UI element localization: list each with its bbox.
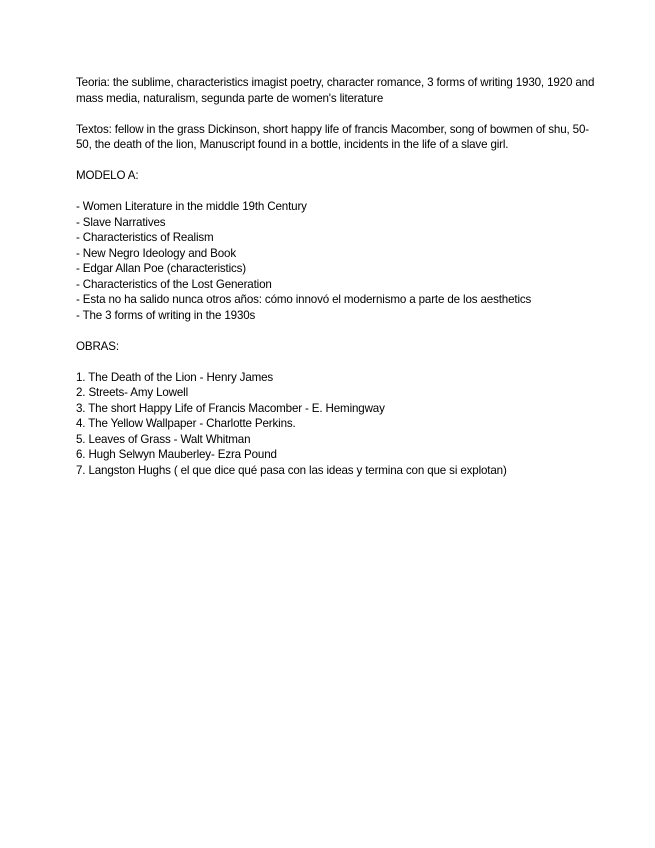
textos-paragraph: Textos: fellow in the grass Dickinson, short happy life of francis Macomber, song of bowmen of shu, 50-50, the death of the lion, Manuscript found in a bottle, incidents in the life of a slave girl.: [76, 122, 589, 151]
teoria-paragraph: Teoria: the sublime, characteristics imagist poetry, character romance, 3 forms of writing 1930, 1920 and mass media, naturalism, segunda parte de women's literature: [76, 76, 595, 105]
modelo-list-item: - Women Literature in the middle 19th Century: [76, 200, 307, 213]
modelo-heading: MODELO A:: [76, 169, 139, 182]
paragraph-gap: [76, 354, 596, 370]
obras-list-item: 1. The Death of the Lion - Henry James: [76, 370, 274, 384]
obras-list-item: 6. Hugh Selwyn Mauberley- Ezra Pound: [76, 448, 277, 461]
modelo-list-item: - Slave Narratives: [76, 215, 166, 229]
modelo-list-item: - Esta no ha salido nunca otros años: cómo innovó el modernismo a parte de los aesthetics: [76, 293, 532, 306]
obras-list-item: 3. The short Happy Life of Francis Macomber - E. Hemingway: [76, 401, 385, 415]
modelo-list-item: - Characteristics of the Lost Generation: [76, 277, 272, 291]
paragraph-gap: [76, 106, 596, 122]
modelo-list: [76, 199, 596, 323]
modelo-list-item: - Characteristics of Realism: [76, 231, 214, 244]
obras-list-item: 4. The Yellow Wallpaper - Charlotte Perkins.: [76, 417, 296, 430]
modelo-list-item: - New Negro Ideology and Book: [76, 246, 236, 260]
obras-list-item: 5. Leaves of Grass - Walt Whitman: [76, 432, 251, 446]
paragraph-gap: [76, 184, 596, 200]
obras-list: [76, 370, 596, 479]
paragraph-gap: [76, 323, 596, 339]
modelo-list-item: - The 3 forms of writing in the 1930s: [76, 308, 256, 322]
obras-heading: OBRAS:: [76, 339, 119, 353]
obras-list-item: 7. Langston Hughs ( el que dice qué pasa con las ideas y termina con que si explotan): [76, 463, 507, 477]
document-body: [76, 75, 596, 478]
obras-list-item: 2. Streets- Amy Lowell: [76, 386, 189, 399]
paragraph-gap: [76, 153, 596, 169]
modelo-list-item: - Edgar Allan Poe (characteristics): [76, 262, 247, 275]
